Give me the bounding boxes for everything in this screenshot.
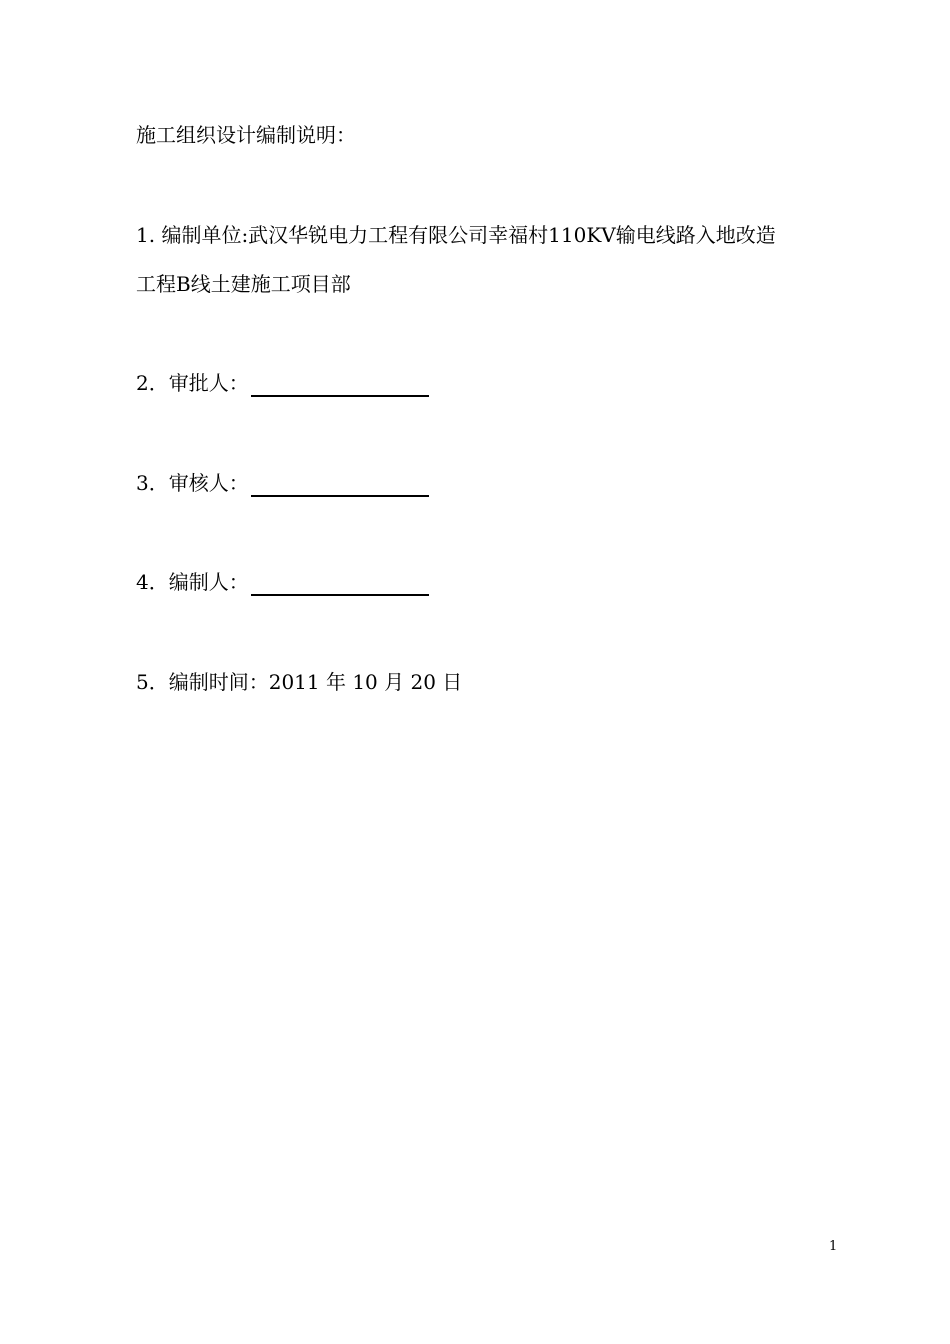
reviewer-label: 3．审核人： [136,471,249,495]
compiler-field [136,568,429,596]
approver-field [136,369,429,397]
document-title: 施工组织设计编制说明： [136,123,356,147]
preparation-date: 5．编制时间：2011 年 10 月 20 日 [136,670,463,694]
preparing-unit-line-2: 工程B线土建施工项目部 [136,272,351,296]
page-number: 1 [829,1239,838,1254]
approver-label: 2．审批人： [136,371,249,395]
reviewer-signature-line [251,473,429,497]
compiler-label: 4．编制人： [136,570,249,594]
approver-signature-line [251,373,429,397]
compiler-signature-line [251,572,429,596]
preparing-unit-line-1: 1. 编制单位:武汉华锐电力工程有限公司幸福村110KV输电线路入地改造 [136,223,776,247]
reviewer-field [136,469,429,497]
